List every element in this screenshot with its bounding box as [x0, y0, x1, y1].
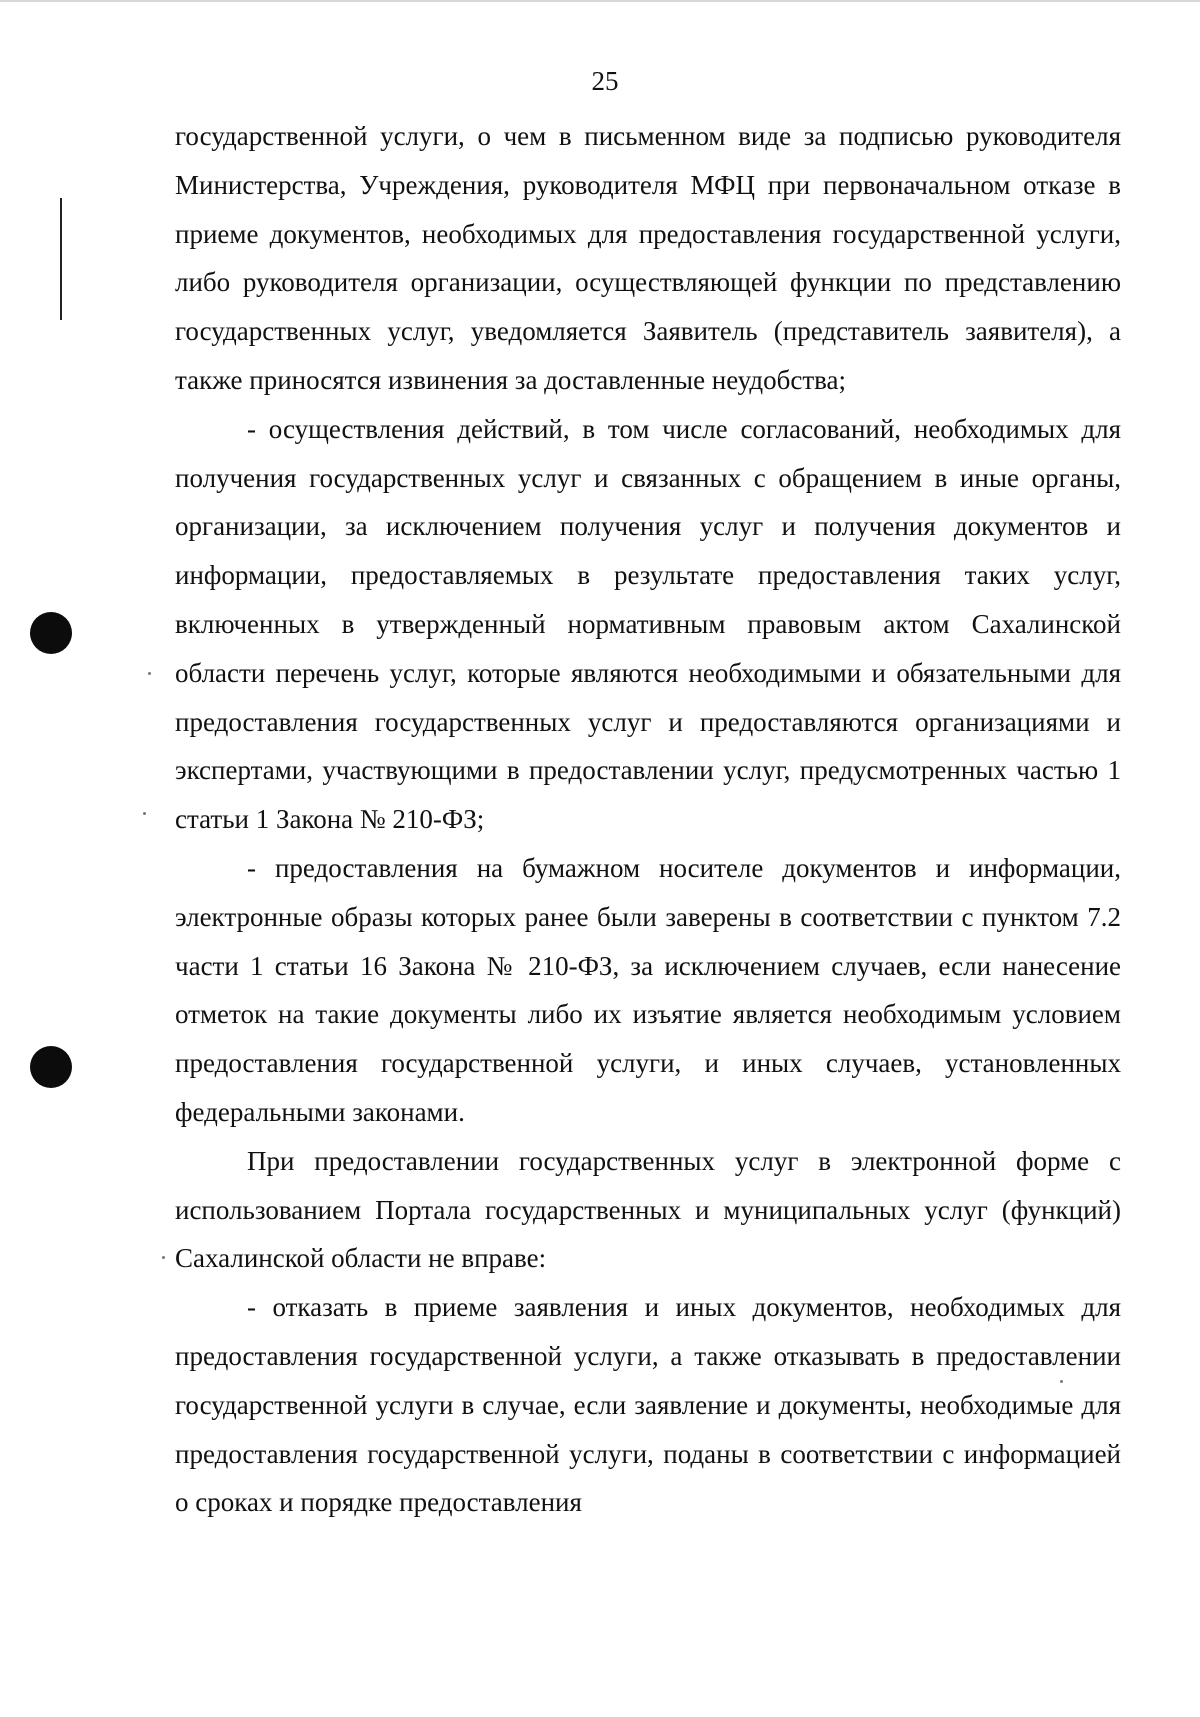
body-text	[175, 112, 1121, 1527]
paragraph: При предоставлении государственных услуг в электронной форме с использованием Портала государственных и муниципальных услуг (функций) Сахалинской области не вправе:	[175, 1145, 1121, 1274]
paragraph: - отказать в приеме заявления и иных документов, необходимых для предоставления государственной услуги, а также отказывать в предоставлении государственной услуги в случае, если заявление и документы, необходимые для предоставления государственной услуги, поданы в соответствии с информацией о сроках и порядке предоставления	[175, 1292, 1121, 1518]
page-number: 25	[591, 66, 619, 96]
paragraph: - осуществления действий, в том числе согласований, необходимых для получения государственных услуг и связанных с обращением в иные органы, организации, за исключением получения услуг и получения документов и информации, предоставляемых в результате предоставления таких услуг, включенных в утвержденный нормативным правовым актом Сахалинской области перечень услуг, которые являются необходимыми и обязательными для предоставления государственных услуг и предоставляются организациями и экспертами, участвующими в предоставлении услуг, предусмотренных частью 1 статьи 1 Закона № 210-ФЗ;	[175, 413, 1121, 835]
scan-speck	[148, 672, 151, 675]
margin-mark	[60, 198, 62, 320]
binder-hole-lower	[30, 1046, 72, 1088]
paragraph: - предоставления на бумажном носителе документов и информации, электронные образы которых ранее были заверены в соответствии с пунктом 7.2 части 1 статьи 16 Закона № 210-ФЗ, за исключением случаев, если нанесение отметок на такие документы либо их изъятие является необходимым условием предоставления государственной услуги, и иных случаев, установленных федеральными законами.	[175, 852, 1121, 1127]
page-top-edge	[0, 0, 1200, 2]
paragraph: государственной услуги, о чем в письменном виде за подписью руководителя Министерства, Учреждения, руководителя МФЦ при первоначальном отказе в приеме документов, необходимых для предоставления государственной услуги, либо руководителя организации, осуществляющей функции по представлению государственных услуг, уведомляется Заявитель (представитель заявителя), а также приносятся извинения за доставленные неудобства;	[175, 121, 1121, 395]
binder-hole-upper	[30, 612, 72, 654]
scan-speck	[143, 812, 146, 815]
scan-speck	[162, 1256, 165, 1259]
